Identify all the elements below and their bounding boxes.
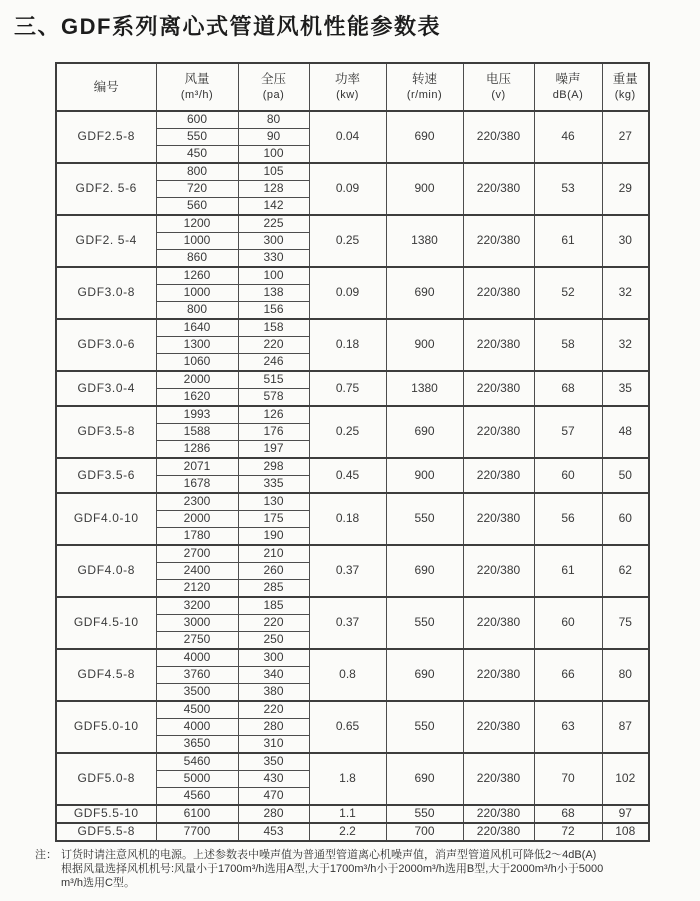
column-header-unit: (kg) xyxy=(614,88,636,101)
pressure-cell: 280 xyxy=(238,719,309,736)
pressure-cell: 453 xyxy=(238,823,309,841)
noise-cell: 56 xyxy=(534,493,602,545)
power-cell: 0.65 xyxy=(309,701,386,753)
speed-cell: 690 xyxy=(386,753,463,805)
speed-cell: 550 xyxy=(386,805,463,823)
speed-cell: 900 xyxy=(386,458,463,493)
noise-cell: 53 xyxy=(534,163,602,215)
weight-cell: 50 xyxy=(602,458,649,493)
voltage-cell: 220/380 xyxy=(463,371,534,406)
noise-cell: 72 xyxy=(534,823,602,841)
speed-cell: 550 xyxy=(386,493,463,545)
airflow-cell: 800 xyxy=(156,302,238,320)
power-cell: 0.18 xyxy=(309,319,386,371)
voltage-cell: 220/380 xyxy=(463,753,534,805)
airflow-cell: 4000 xyxy=(156,649,238,667)
pressure-cell: 176 xyxy=(238,424,309,441)
pressure-cell: 246 xyxy=(238,354,309,372)
column-header-speed xyxy=(386,63,463,111)
speed-cell: 900 xyxy=(386,163,463,215)
airflow-cell: 550 xyxy=(156,129,238,146)
voltage-cell: 220/380 xyxy=(463,163,534,215)
noise-cell: 57 xyxy=(534,406,602,458)
pressure-cell: 100 xyxy=(238,267,309,285)
column-header-name: 功率 xyxy=(334,72,360,87)
airflow-cell: 1000 xyxy=(156,233,238,250)
pressure-cell: 128 xyxy=(238,181,309,198)
voltage-cell: 220/380 xyxy=(463,805,534,823)
column-header-unit: (kw) xyxy=(336,88,359,101)
column-header-voltage xyxy=(463,63,534,111)
table-body xyxy=(56,111,649,841)
footnote-line: 订货时请注意风机的电源。上述参数表中噪声值为普通型管道离心机噪声值，消声型管道风机可降低2～4dB(A) xyxy=(61,849,597,861)
footnote-label: 注： xyxy=(35,849,57,861)
column-header-unit: (m³/h) xyxy=(180,88,214,101)
pressure-cell: 175 xyxy=(238,511,309,528)
table-row-group-GDF3.5-6 xyxy=(56,458,649,476)
speed-cell: 690 xyxy=(386,545,463,597)
pressure-cell: 350 xyxy=(238,753,309,771)
model-cell: GDF3.0-6 xyxy=(56,319,156,371)
pressure-cell: 310 xyxy=(238,736,309,754)
pressure-cell: 225 xyxy=(238,215,309,233)
airflow-cell: 2071 xyxy=(156,458,238,476)
power-cell: 2.2 xyxy=(309,823,386,841)
airflow-cell: 2400 xyxy=(156,563,238,580)
pressure-cell: 335 xyxy=(238,476,309,494)
table-row-group-GDF3.0-8 xyxy=(56,267,649,285)
airflow-cell: 1260 xyxy=(156,267,238,285)
column-header-pressure xyxy=(238,63,309,111)
table-row-group-GDF3.5-8 xyxy=(56,406,649,424)
airflow-cell: 1640 xyxy=(156,319,238,337)
voltage-cell: 220/380 xyxy=(463,267,534,319)
pressure-cell: 220 xyxy=(238,337,309,354)
fan-performance-table xyxy=(55,62,650,842)
speed-cell: 690 xyxy=(386,406,463,458)
power-cell: 0.09 xyxy=(309,163,386,215)
airflow-cell: 450 xyxy=(156,146,238,164)
airflow-cell: 1060 xyxy=(156,354,238,372)
pressure-cell: 300 xyxy=(238,649,309,667)
pressure-cell: 90 xyxy=(238,129,309,146)
model-cell: GDF2.5-8 xyxy=(56,111,156,163)
table-row-group-GDF5.5-8 xyxy=(56,823,649,841)
noise-cell: 58 xyxy=(534,319,602,371)
voltage-cell: 220/380 xyxy=(463,493,534,545)
model-cell: GDF2. 5-4 xyxy=(56,215,156,267)
power-cell: 0.37 xyxy=(309,597,386,649)
model-cell: GDF2. 5-6 xyxy=(56,163,156,215)
airflow-cell: 7700 xyxy=(156,823,238,841)
pressure-cell: 220 xyxy=(238,701,309,719)
model-cell: GDF3.5-8 xyxy=(56,406,156,458)
model-cell: GDF5.5-8 xyxy=(56,823,156,841)
model-cell: GDF3.0-4 xyxy=(56,371,156,406)
model-cell: GDF4.5-8 xyxy=(56,649,156,701)
voltage-cell: 220/380 xyxy=(463,319,534,371)
table-row-group-GDF2.5-6 xyxy=(56,163,649,181)
power-cell: 0.04 xyxy=(309,111,386,163)
weight-cell: 97 xyxy=(602,805,649,823)
power-cell: 0.75 xyxy=(309,371,386,406)
airflow-cell: 560 xyxy=(156,198,238,216)
power-cell: 0.45 xyxy=(309,458,386,493)
voltage-cell: 220/380 xyxy=(463,215,534,267)
pressure-cell: 578 xyxy=(238,389,309,407)
airflow-cell: 1620 xyxy=(156,389,238,407)
voltage-cell: 220/380 xyxy=(463,649,534,701)
weight-cell: 35 xyxy=(602,371,649,406)
table-header xyxy=(56,63,649,111)
noise-cell: 46 xyxy=(534,111,602,163)
speed-cell: 690 xyxy=(386,111,463,163)
pressure-cell: 220 xyxy=(238,615,309,632)
airflow-cell: 800 xyxy=(156,163,238,181)
power-cell: 0.37 xyxy=(309,545,386,597)
page-title: 三、GDF系列离心式管道风机性能参数表 xyxy=(14,14,441,39)
airflow-cell: 3650 xyxy=(156,736,238,754)
pressure-cell: 330 xyxy=(238,250,309,268)
airflow-cell: 4500 xyxy=(156,701,238,719)
weight-cell: 30 xyxy=(602,215,649,267)
pressure-cell: 156 xyxy=(238,302,309,320)
speed-cell: 700 xyxy=(386,823,463,841)
pressure-cell: 250 xyxy=(238,632,309,650)
weight-cell: 87 xyxy=(602,701,649,753)
model-cell: GDF4.0-8 xyxy=(56,545,156,597)
pressure-cell: 197 xyxy=(238,441,309,459)
column-header-name: 电压 xyxy=(485,72,511,87)
pressure-cell: 280 xyxy=(238,805,309,823)
column-header-unit: (v) xyxy=(491,88,506,101)
column-header-unit: dB(A) xyxy=(552,88,584,101)
airflow-cell: 4000 xyxy=(156,719,238,736)
pressure-cell: 142 xyxy=(238,198,309,216)
weight-cell: 32 xyxy=(602,319,649,371)
pressure-cell: 126 xyxy=(238,406,309,424)
pressure-cell: 470 xyxy=(238,788,309,806)
speed-cell: 690 xyxy=(386,267,463,319)
airflow-cell: 1588 xyxy=(156,424,238,441)
noise-cell: 68 xyxy=(534,371,602,406)
airflow-cell: 1000 xyxy=(156,285,238,302)
airflow-cell: 3200 xyxy=(156,597,238,615)
model-cell: GDF5.5-10 xyxy=(56,805,156,823)
column-header-name: 全压 xyxy=(260,72,286,87)
pressure-cell: 515 xyxy=(238,371,309,389)
voltage-cell: 220/380 xyxy=(463,406,534,458)
column-header-name: 编号 xyxy=(93,79,119,94)
airflow-cell: 3500 xyxy=(156,684,238,702)
voltage-cell: 220/380 xyxy=(463,545,534,597)
airflow-cell: 1780 xyxy=(156,528,238,546)
airflow-cell: 1286 xyxy=(156,441,238,459)
speed-cell: 1380 xyxy=(386,215,463,267)
column-header-weight xyxy=(602,63,649,111)
pressure-cell: 260 xyxy=(238,563,309,580)
airflow-cell: 4560 xyxy=(156,788,238,806)
footnote xyxy=(35,848,680,890)
model-cell: GDF4.5-10 xyxy=(56,597,156,649)
pressure-cell: 380 xyxy=(238,684,309,702)
airflow-cell: 2000 xyxy=(156,511,238,528)
speed-cell: 550 xyxy=(386,701,463,753)
table-row-group-GDF2.5-8 xyxy=(56,111,649,129)
pressure-cell: 285 xyxy=(238,580,309,598)
airflow-cell: 2300 xyxy=(156,493,238,511)
pressure-cell: 300 xyxy=(238,233,309,250)
column-header-unit: (r/min) xyxy=(406,88,443,101)
pressure-cell: 340 xyxy=(238,667,309,684)
voltage-cell: 220/380 xyxy=(463,597,534,649)
pressure-cell: 185 xyxy=(238,597,309,615)
table-row-group-GDF5.5-10 xyxy=(56,805,649,823)
pressure-cell: 430 xyxy=(238,771,309,788)
weight-cell: 80 xyxy=(602,649,649,701)
table-row-group-GDF4.0-10 xyxy=(56,493,649,511)
table-row-group-GDF5.0-10 xyxy=(56,701,649,719)
column-header-model xyxy=(56,63,156,111)
airflow-cell: 1993 xyxy=(156,406,238,424)
airflow-cell: 1200 xyxy=(156,215,238,233)
noise-cell: 63 xyxy=(534,701,602,753)
table-row-group-GDF4.5-8 xyxy=(56,649,649,667)
model-cell: GDF5.0-10 xyxy=(56,701,156,753)
airflow-cell: 2700 xyxy=(156,545,238,563)
noise-cell: 66 xyxy=(534,649,602,701)
pressure-cell: 158 xyxy=(238,319,309,337)
airflow-cell: 5460 xyxy=(156,753,238,771)
power-cell: 0.18 xyxy=(309,493,386,545)
airflow-cell: 860 xyxy=(156,250,238,268)
table-row-group-GDF2.5-4 xyxy=(56,215,649,233)
weight-cell: 75 xyxy=(602,597,649,649)
airflow-cell: 1300 xyxy=(156,337,238,354)
power-cell: 0.8 xyxy=(309,649,386,701)
weight-cell: 108 xyxy=(602,823,649,841)
model-cell: GDF3.0-8 xyxy=(56,267,156,319)
speed-cell: 690 xyxy=(386,649,463,701)
column-header-name: 噪声 xyxy=(555,72,581,87)
table-row-group-GDF4.5-10 xyxy=(56,597,649,615)
power-cell: 1.1 xyxy=(309,805,386,823)
voltage-cell: 220/380 xyxy=(463,458,534,493)
column-header-name: 转速 xyxy=(411,72,437,87)
noise-cell: 52 xyxy=(534,267,602,319)
power-cell: 0.25 xyxy=(309,406,386,458)
pressure-cell: 130 xyxy=(238,493,309,511)
power-cell: 0.09 xyxy=(309,267,386,319)
airflow-cell: 2750 xyxy=(156,632,238,650)
pressure-cell: 105 xyxy=(238,163,309,181)
power-cell: 0.25 xyxy=(309,215,386,267)
column-header-name: 风量 xyxy=(184,72,210,87)
weight-cell: 29 xyxy=(602,163,649,215)
model-cell: GDF5.0-8 xyxy=(56,753,156,805)
table-row-group-GDF5.0-8 xyxy=(56,753,649,771)
column-header-power xyxy=(309,63,386,111)
weight-cell: 102 xyxy=(602,753,649,805)
airflow-cell: 6100 xyxy=(156,805,238,823)
noise-cell: 61 xyxy=(534,545,602,597)
footnote-text xyxy=(61,848,680,890)
pressure-cell: 298 xyxy=(238,458,309,476)
voltage-cell: 220/380 xyxy=(463,823,534,841)
column-header-noise xyxy=(534,63,602,111)
noise-cell: 61 xyxy=(534,215,602,267)
voltage-cell: 220/380 xyxy=(463,701,534,753)
column-header-airflow xyxy=(156,63,238,111)
pressure-cell: 210 xyxy=(238,545,309,563)
weight-cell: 60 xyxy=(602,493,649,545)
footnote-line: m³/h选用C型。 xyxy=(61,877,135,889)
speed-cell: 900 xyxy=(386,319,463,371)
voltage-cell: 220/380 xyxy=(463,111,534,163)
pressure-cell: 190 xyxy=(238,528,309,546)
noise-cell: 68 xyxy=(534,805,602,823)
table-row-group-GDF4.0-8 xyxy=(56,545,649,563)
table-row-group-GDF3.0-4 xyxy=(56,371,649,389)
weight-cell: 32 xyxy=(602,267,649,319)
model-cell: GDF4.0-10 xyxy=(56,493,156,545)
airflow-cell: 2120 xyxy=(156,580,238,598)
weight-cell: 62 xyxy=(602,545,649,597)
pressure-cell: 100 xyxy=(238,146,309,164)
airflow-cell: 2000 xyxy=(156,371,238,389)
table-row-group-GDF3.0-6 xyxy=(56,319,649,337)
header-row xyxy=(56,63,649,111)
column-header-unit: (pa) xyxy=(262,88,285,101)
footnote-line: 根据风量选择风机机号:风量小于1700m³/h选用A型,大于1700m³/h小于2000m³/h选用B型,大于2000m³/h小于5000 xyxy=(61,863,604,875)
airflow-cell: 3000 xyxy=(156,615,238,632)
speed-cell: 550 xyxy=(386,597,463,649)
weight-cell: 27 xyxy=(602,111,649,163)
noise-cell: 60 xyxy=(534,458,602,493)
power-cell: 1.8 xyxy=(309,753,386,805)
weight-cell: 48 xyxy=(602,406,649,458)
noise-cell: 70 xyxy=(534,753,602,805)
pressure-cell: 80 xyxy=(238,111,309,129)
airflow-cell: 600 xyxy=(156,111,238,129)
model-cell: GDF3.5-6 xyxy=(56,458,156,493)
column-header-name: 重量 xyxy=(612,72,638,87)
noise-cell: 60 xyxy=(534,597,602,649)
airflow-cell: 720 xyxy=(156,181,238,198)
pressure-cell: 138 xyxy=(238,285,309,302)
airflow-cell: 1678 xyxy=(156,476,238,494)
airflow-cell: 3760 xyxy=(156,667,238,684)
speed-cell: 1380 xyxy=(386,371,463,406)
airflow-cell: 5000 xyxy=(156,771,238,788)
